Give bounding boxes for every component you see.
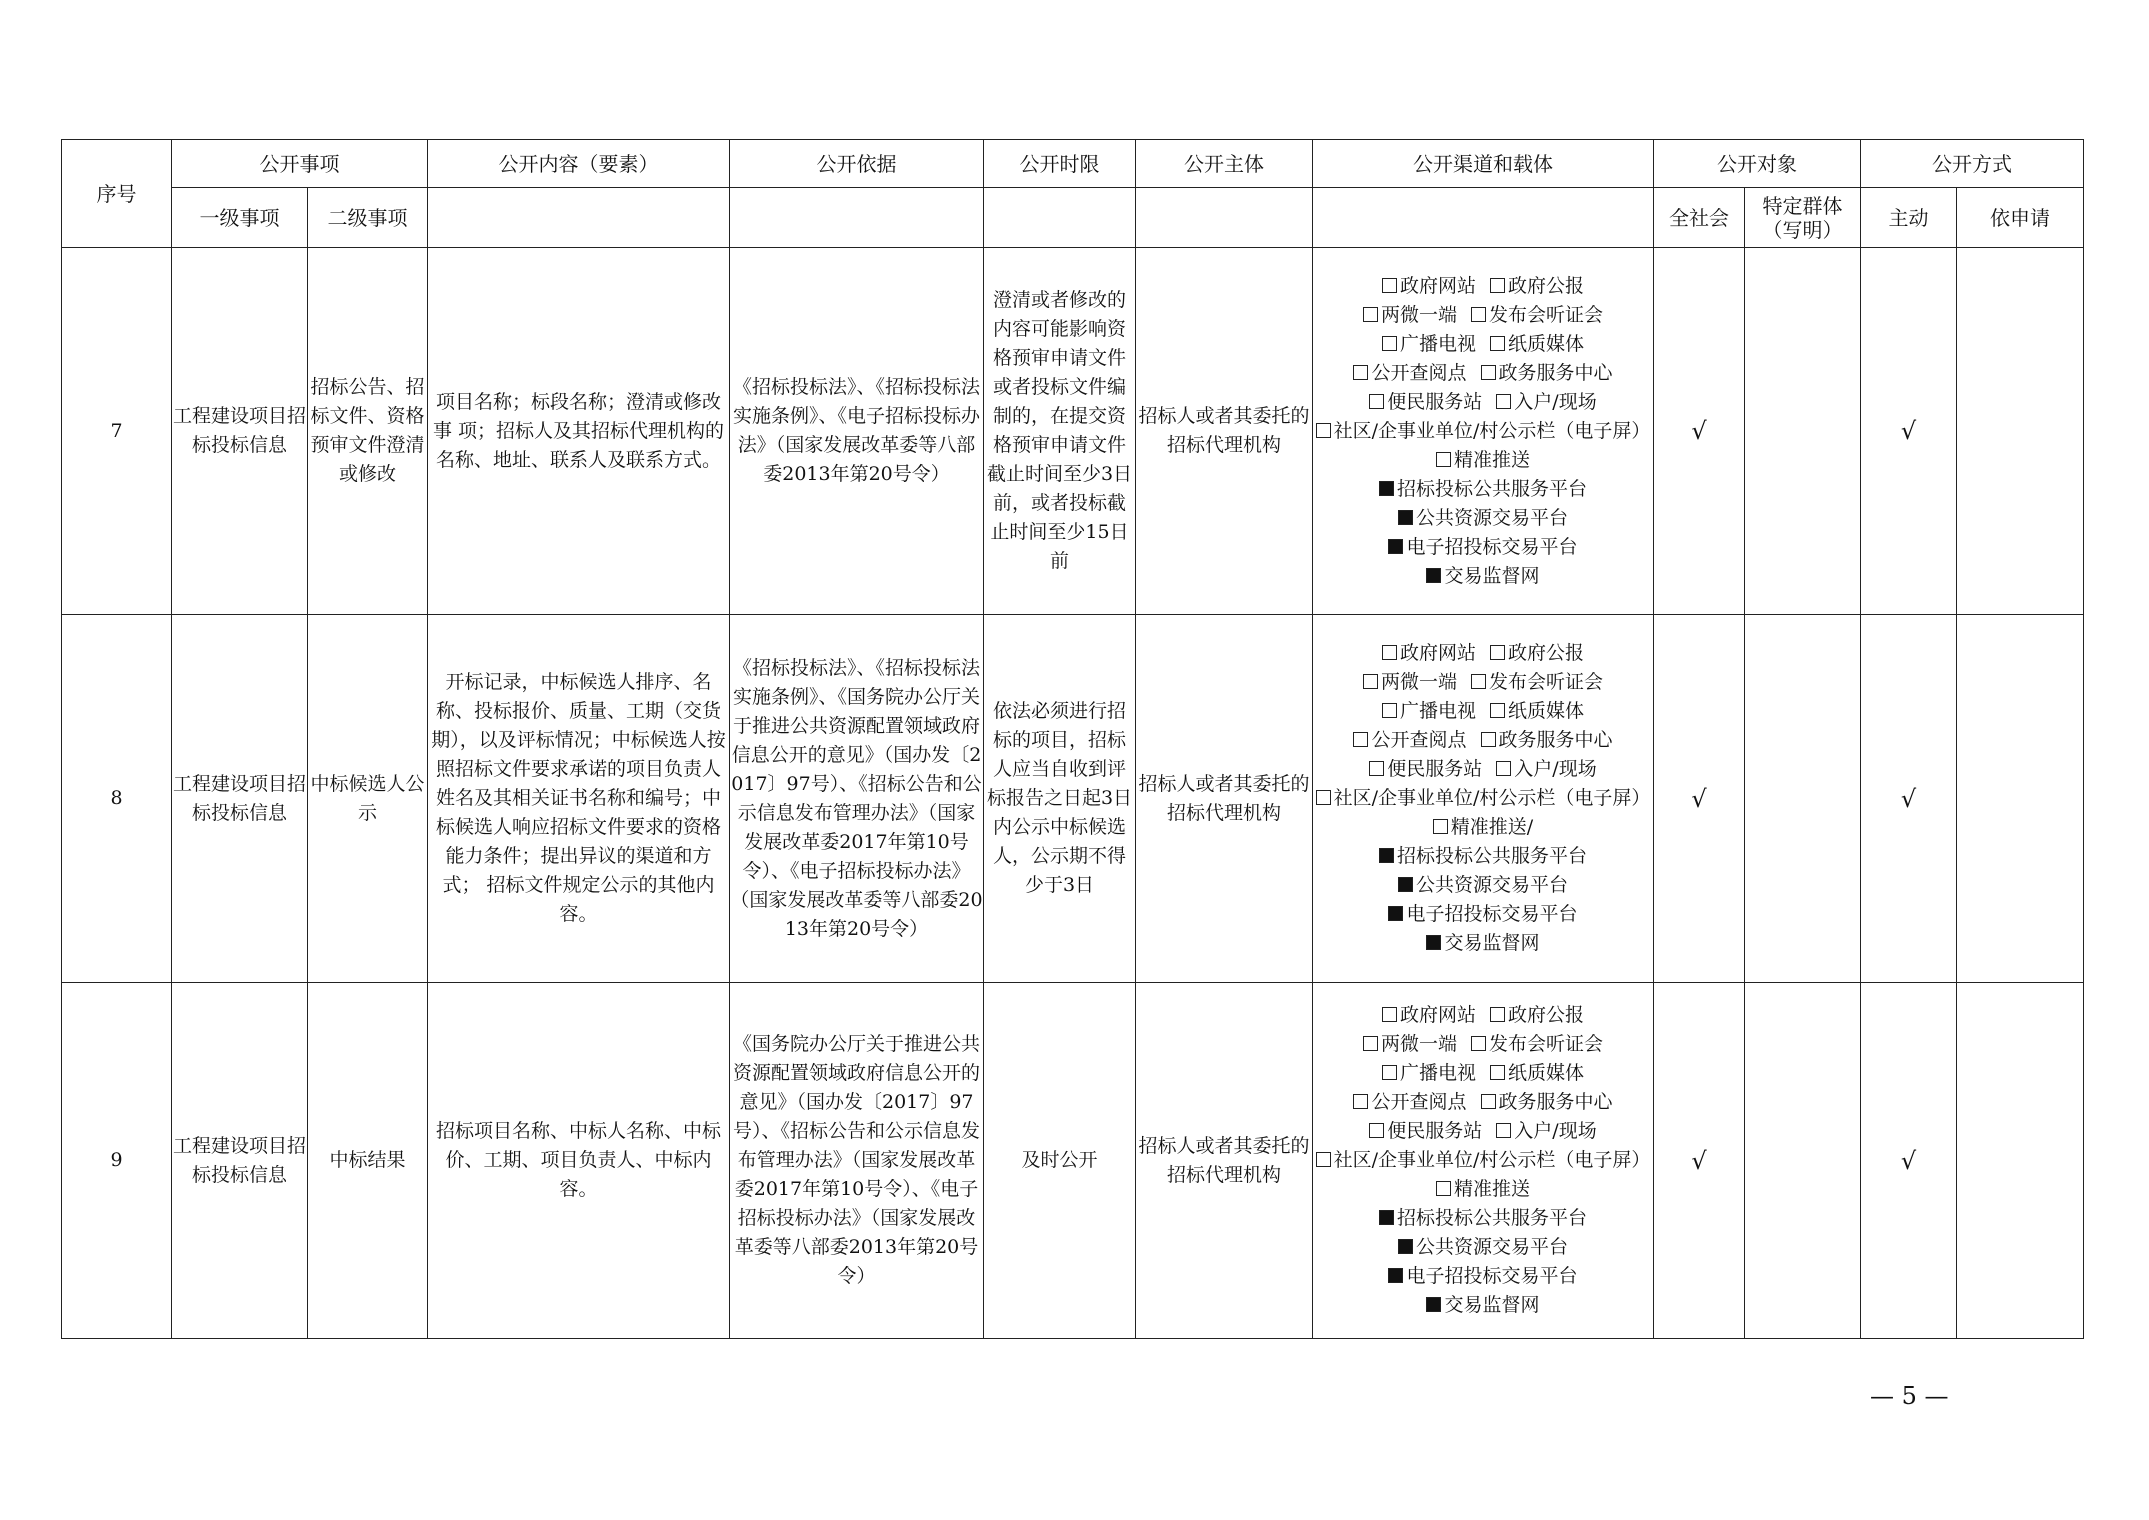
row-item-l1: 工程建设项目招标投标信息 [172,983,308,1339]
row-item-l2: 招标公告、招标文件、资格预审文件澄清或修改 [308,248,428,615]
row-channels [1313,983,1654,1339]
channel-label: 政府网站 [1399,642,1476,664]
header-item-l2: 二级事项 [308,188,428,248]
row-all-society-check: √ [1654,248,1745,615]
checkbox-empty [1471,1036,1486,1051]
channel-label: 发布会听证会 [1489,671,1604,693]
checkbox-empty [1490,1007,1505,1022]
checkbox-empty [1353,365,1368,380]
channel-label: 政务服务中心 [1498,361,1613,384]
checkbox-empty [1496,1123,1511,1138]
channel-label: 入户/现场 [1514,758,1597,780]
checkbox-empty [1471,674,1486,689]
checkbox-empty [1382,645,1397,660]
checkbox-empty [1481,1094,1496,1109]
checkbox-filled [1398,510,1413,525]
checkbox-empty [1481,365,1496,380]
header-empty-content [428,188,730,248]
channel-label: 发布会听证会 [1489,303,1604,326]
header-time: 公开时限 [984,140,1136,188]
checkbox-empty [1369,1123,1384,1138]
channel-label: 交易监督网 [1444,564,1540,587]
channel-label: 入户/现场 [1514,1120,1597,1142]
channel-label: 便民服务站 [1387,390,1483,413]
channel-label: 社区/企事业单位/村公示栏（电子屏） [1333,787,1651,809]
row-content: 开标记录，中标候选人排序、名称、投标报价、质量、工期（交货期），以及评标情况；中标候选人按照招标文件要求承诺的项目负责人姓名及其相关证书名称和编号；中标候选人响应招标文件要求的资格能力条件；提出异议的渠道和方式； 招标文件规定公示的其他内容。 [428,615,730,983]
channel-label: 政务服务中心 [1498,1091,1613,1113]
channel-label: 公共资源交易平台 [1415,506,1568,529]
row-all-society-check: √ [1654,983,1745,1339]
header-empty-subject [1136,188,1313,248]
channel-label: 两微一端 [1380,671,1457,693]
channel-label: 公开查阅点 [1371,729,1467,751]
checkbox-empty [1382,336,1397,351]
checkbox-empty [1382,278,1397,293]
header-empty-channel [1313,188,1654,248]
row-active-check: √ [1861,615,1957,983]
row-item-l1: 工程建设项目招标投标信息 [172,248,308,615]
checkbox-empty [1496,394,1511,409]
row-seq: 7 [62,248,172,615]
checkbox-filled [1398,1239,1413,1254]
channel-label: 便民服务站 [1387,758,1483,780]
channel-label: 交易监督网 [1444,932,1540,954]
channel-label: 便民服务站 [1387,1120,1483,1142]
channel-label: 入户/现场 [1514,390,1597,413]
row-subject: 招标人或者其委托的招标代理机构 [1136,983,1313,1339]
channel-label: 政府网站 [1399,1004,1476,1026]
channel-label: 公共资源交易平台 [1415,1236,1568,1258]
checkbox-filled [1379,481,1394,496]
checkbox-empty [1363,307,1378,322]
header-subject: 公开主体 [1136,140,1313,188]
channel-label: 两微一端 [1380,1033,1457,1055]
table-row [62,983,2084,1339]
channel-label: 两微一端 [1380,303,1457,326]
row-on-request [1957,983,2084,1339]
checkbox-filled [1388,1268,1403,1283]
checkbox-empty [1490,645,1505,660]
row-item-l2: 中标结果 [308,983,428,1339]
channel-label: 政府网站 [1399,274,1476,297]
checkbox-filled [1426,1297,1441,1312]
channel-label: 电子招投标交易平台 [1406,535,1578,558]
checkbox-empty [1490,1065,1505,1080]
row-on-request [1957,615,2084,983]
channel-label: 精准推送 [1453,1178,1530,1200]
checkbox-empty [1363,674,1378,689]
checkbox-empty [1363,1036,1378,1051]
header-item: 公开事项 [172,140,428,188]
channel-label: 纸质媒体 [1508,1062,1585,1084]
row-all-society-check: √ [1654,615,1745,983]
checkbox-empty [1316,423,1331,438]
checkbox-filled [1398,877,1413,892]
checkbox-empty [1382,1007,1397,1022]
checkbox-filled [1426,568,1441,583]
channel-label: 交易监督网 [1444,1294,1540,1316]
header-target-all: 全社会 [1654,188,1745,248]
row-seq: 8 [62,615,172,983]
row-specific [1745,248,1861,615]
channel-label: 公开查阅点 [1371,1091,1467,1113]
row-content: 招标项目名称、中标人名称、中标价、工期、项目负责人、中标内容。 [428,983,730,1339]
header-item-l1: 一级事项 [172,188,308,248]
checkbox-empty [1353,1094,1368,1109]
channel-label: 发布会听证会 [1489,1033,1604,1055]
channel-label: 政务服务中心 [1498,729,1613,751]
header-target-specific: 特定群体（写明） [1745,188,1861,248]
row-seq: 9 [62,983,172,1339]
checkbox-filled [1379,1210,1394,1225]
header-basis: 公开依据 [730,140,984,188]
checkbox-empty [1490,278,1505,293]
channel-label: 招标投标公共服务平台 [1396,1207,1587,1229]
page-number: — 5 — [1870,1382,1949,1410]
disclosure-table [61,139,2084,1339]
channel-label: 电子招投标交易平台 [1406,903,1578,925]
header-mode: 公开方式 [1861,140,2084,188]
checkbox-empty [1353,732,1368,747]
checkbox-filled [1426,935,1441,950]
channel-label: 纸质媒体 [1508,700,1585,722]
row-subject: 招标人或者其委托的招标代理机构 [1136,615,1313,983]
channel-label: 精准推送/ [1450,816,1534,838]
header-target: 公开对象 [1654,140,1861,188]
row-specific [1745,983,1861,1339]
header-channel: 公开渠道和载体 [1313,140,1654,188]
row-content: 项目名称；标段名称；澄清或修改事 项；招标人及其招标代理机构的名称、地址、联系人及联系方式。 [428,248,730,615]
channel-label: 电子招投标交易平台 [1406,1265,1578,1287]
channel-label: 政府公报 [1508,274,1585,297]
checkbox-empty [1382,1065,1397,1080]
checkbox-empty [1369,394,1384,409]
row-subject: 招标人或者其委托的招标代理机构 [1136,248,1313,615]
checkbox-empty [1316,790,1331,805]
channel-label: 社区/企事业单位/村公示栏（电子屏） [1333,1149,1651,1171]
channel-label: 招标投标公共服务平台 [1396,477,1587,500]
table-row [62,615,2084,983]
channel-label: 政府公报 [1508,1004,1585,1026]
checkbox-empty [1481,732,1496,747]
header-mode-active: 主动 [1861,188,1957,248]
row-time: 依法必须进行招标的项目，招标人应当自收到评标报告之日起3日内公示中标候选人，公示期不得少于3日 [984,615,1136,983]
row-channels [1313,248,1654,615]
checkbox-empty [1436,1181,1451,1196]
channel-label: 纸质媒体 [1508,332,1585,355]
channel-label: 公共资源交易平台 [1415,874,1568,896]
row-active-check: √ [1861,248,1957,615]
header-empty-basis [730,188,984,248]
row-basis: 《国务院办公厅关于推进公共资源配置领域政府信息公开的意见》（国办发〔2017〕97号）、《招标公告和公示信息发布管理办法》（国家发展改革委2017年第10号令）、《电子招标投标办法》（国家发展改革委等八部委2013年第20号令） [730,983,984,1339]
header-seq: 序号 [62,140,172,248]
row-basis: 《招标投标法》、《招标投标法实施条例》、《电子招标投标办法》（国家发展改革委等八部委2013年第20号令） [730,248,984,615]
channel-label: 社区/企事业单位/村公示栏（电子屏） [1333,419,1651,442]
checkbox-filled [1379,848,1394,863]
checkbox-filled [1388,906,1403,921]
header-content: 公开内容（要素） [428,140,730,188]
header-empty-time [984,188,1136,248]
checkbox-empty [1490,336,1505,351]
channel-label: 精准推送 [1453,448,1530,471]
row-time: 澄清或者修改的内容可能影响资格预审申请文件或者投标文件编制的，在提交资格预审申请文件截止时间至少3日前，或者投标截止时间至少15日前 [984,248,1136,615]
checkbox-empty [1436,452,1451,467]
row-time: 及时公开 [984,983,1136,1339]
channel-label: 政府公报 [1508,642,1585,664]
channel-label: 广播电视 [1399,700,1476,722]
channel-label: 公开查阅点 [1371,361,1467,384]
table-row [62,248,2084,615]
checkbox-empty [1471,307,1486,322]
checkbox-empty [1369,761,1384,776]
row-item-l1: 工程建设项目招标投标信息 [172,615,308,983]
checkbox-empty [1490,703,1505,718]
checkbox-empty [1496,761,1511,776]
checkbox-filled [1388,539,1403,554]
channel-label: 广播电视 [1399,1062,1476,1084]
row-active-check: √ [1861,983,1957,1339]
checkbox-empty [1382,703,1397,718]
row-on-request [1957,248,2084,615]
checkbox-empty [1433,819,1448,834]
channel-label: 招标投标公共服务平台 [1396,845,1587,867]
row-channels [1313,615,1654,983]
channel-label: 广播电视 [1399,332,1476,355]
row-item-l2: 中标候选人公示 [308,615,428,983]
row-basis: 《招标投标法》、《招标投标法实施条例》、《国务院办公厅关于推进公共资源配置领域政府信息公开的意见》（国办发〔2017〕97号）、《招标公告和公示信息发布管理办法》（国家发展改革委2017年第10号令）、《电子招标投标办法》 （国家发展改革委等八部委2013年第20号令） [730,615,984,983]
checkbox-empty [1316,1152,1331,1167]
row-specific [1745,615,1861,983]
header-mode-request: 依申请 [1957,188,2084,248]
